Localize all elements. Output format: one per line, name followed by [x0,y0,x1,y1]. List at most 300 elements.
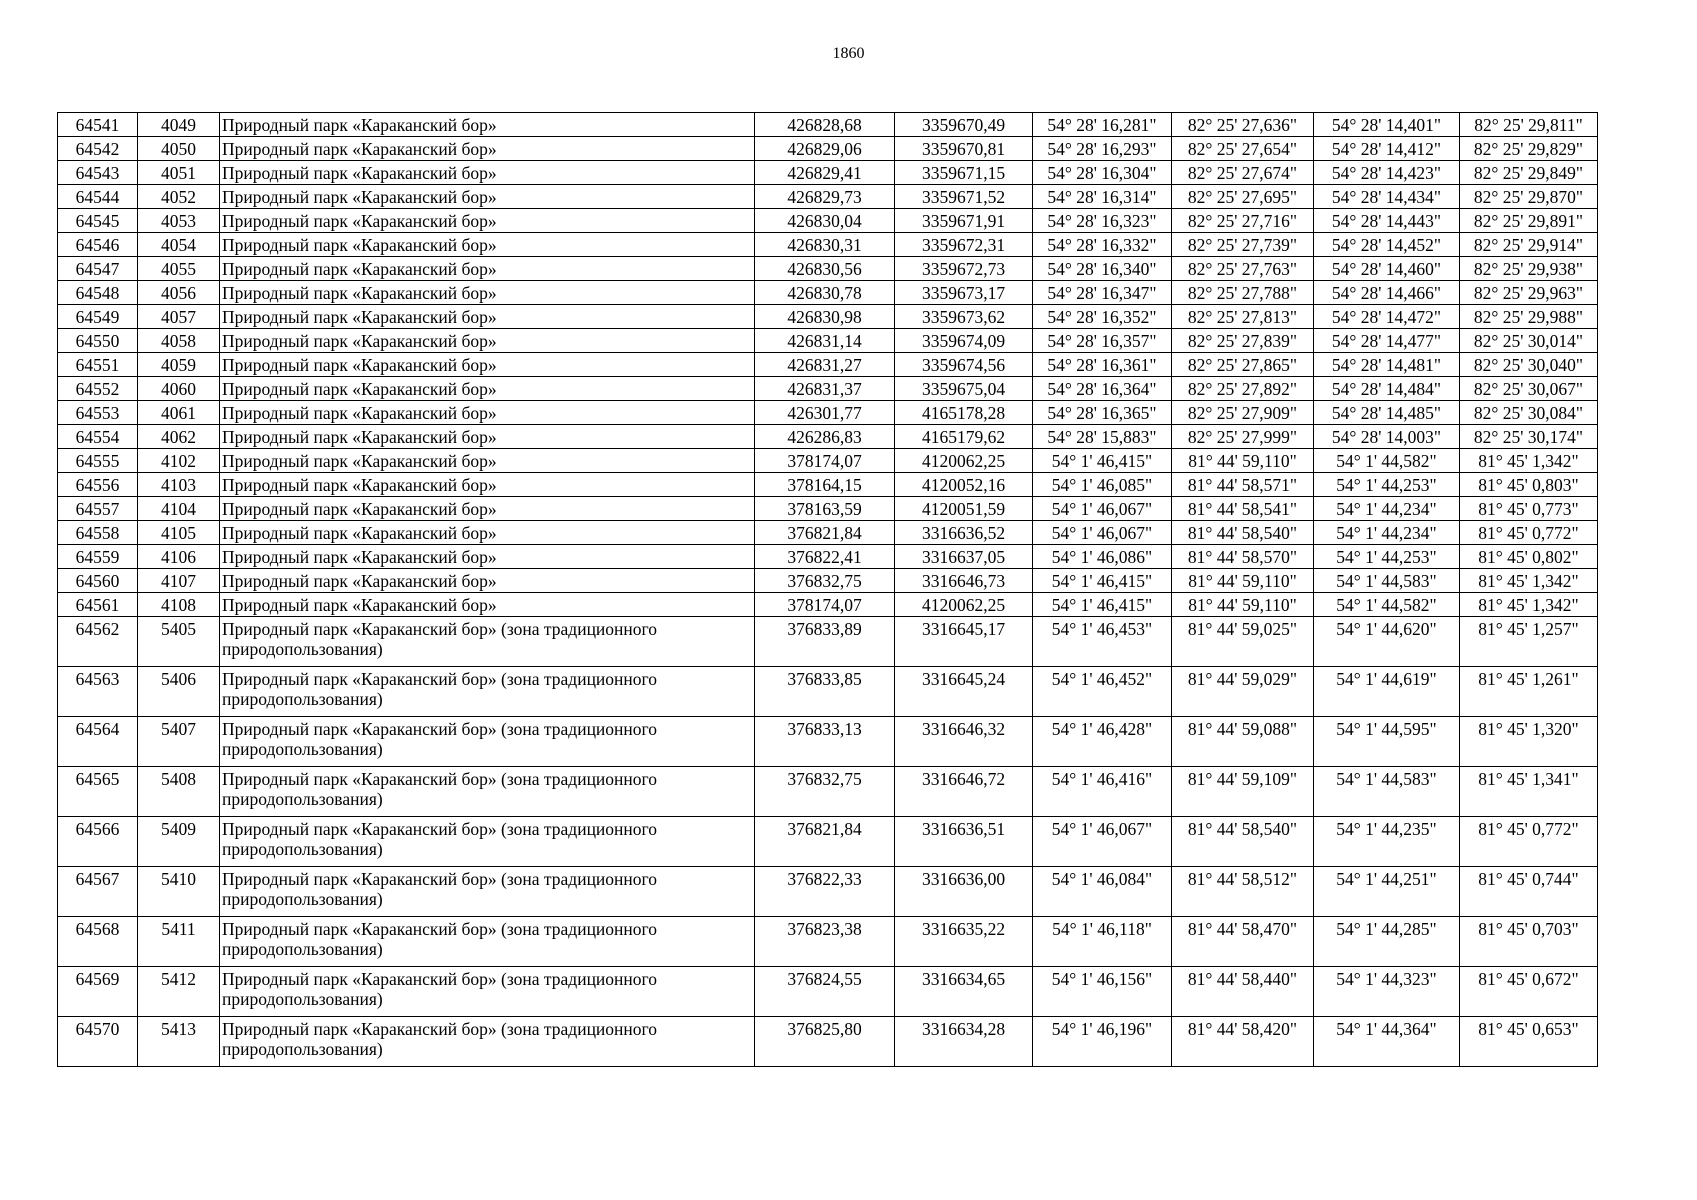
x-coordinate-cell: 426831,27 [755,353,895,377]
x-coordinate-cell: 376822,41 [755,545,895,569]
point-number-cell: 4055 [138,257,220,281]
longitude-2-cell: 81° 45' 0,802" [1460,545,1598,569]
x-coordinate-cell: 378174,07 [755,449,895,473]
longitude-1-cell: 82° 25' 27,674" [1172,161,1314,185]
y-coordinate-cell: 3316646,72 [895,767,1033,817]
object-name-cell: Природный парк «Караканский бор» [220,593,755,617]
y-coordinate-cell: 3316646,32 [895,717,1033,767]
y-coordinate-cell: 3359671,91 [895,209,1033,233]
record-number-cell: 64553 [58,401,138,425]
longitude-2-cell: 81° 45' 0,772" [1460,521,1598,545]
point-number-cell: 5410 [138,867,220,917]
longitude-2-cell: 81° 45' 0,703" [1460,917,1598,967]
longitude-2-cell: 82° 25' 29,870" [1460,185,1598,209]
x-coordinate-cell: 426830,04 [755,209,895,233]
y-coordinate-cell: 3316646,73 [895,569,1033,593]
table-row [58,449,1598,473]
object-name-cell: Природный парк «Караканский бор» [220,353,755,377]
latitude-1-cell: 54° 1' 46,085" [1033,473,1172,497]
latitude-1-cell: 54° 28' 16,347" [1033,281,1172,305]
latitude-2-cell: 54° 28' 14,477" [1314,329,1460,353]
longitude-1-cell: 82° 25' 27,695" [1172,185,1314,209]
table-row [58,353,1598,377]
longitude-1-cell: 82° 25' 27,763" [1172,257,1314,281]
object-name-cell: Природный парк «Караканский бор» [220,425,755,449]
record-number-cell: 64568 [58,917,138,967]
table-row [58,667,1598,717]
longitude-1-cell: 81° 44' 58,571" [1172,473,1314,497]
longitude-2-cell: 82° 25' 30,014" [1460,329,1598,353]
longitude-1-cell: 81° 44' 59,110" [1172,593,1314,617]
longitude-2-cell: 81° 45' 1,257" [1460,617,1598,667]
latitude-2-cell: 54° 28' 14,434" [1314,185,1460,209]
y-coordinate-cell: 3316634,65 [895,967,1033,1017]
longitude-1-cell: 82° 25' 27,839" [1172,329,1314,353]
y-coordinate-cell: 4120062,25 [895,593,1033,617]
object-name-cell: Природный парк «Караканский бор» (зона традиционного природопользования) [220,617,755,667]
latitude-1-cell: 54° 28' 16,304" [1033,161,1172,185]
latitude-1-cell: 54° 28' 16,332" [1033,233,1172,257]
record-number-cell: 64551 [58,353,138,377]
longitude-1-cell: 82° 25' 27,788" [1172,281,1314,305]
table-row [58,767,1598,817]
record-number-cell: 64542 [58,137,138,161]
record-number-cell: 64556 [58,473,138,497]
longitude-1-cell: 82° 25' 27,654" [1172,137,1314,161]
x-coordinate-cell: 376833,89 [755,617,895,667]
longitude-2-cell: 82° 25' 29,914" [1460,233,1598,257]
object-name-cell: Природный парк «Караканский бор» [220,281,755,305]
longitude-1-cell: 81° 44' 58,540" [1172,521,1314,545]
latitude-2-cell: 54° 1' 44,619" [1314,667,1460,717]
longitude-2-cell: 82° 25' 29,829" [1460,137,1598,161]
y-coordinate-cell: 4120052,16 [895,473,1033,497]
x-coordinate-cell: 376833,13 [755,717,895,767]
record-number-cell: 64548 [58,281,138,305]
y-coordinate-cell: 3359671,52 [895,185,1033,209]
point-number-cell: 4102 [138,449,220,473]
y-coordinate-cell: 3316636,51 [895,817,1033,867]
record-number-cell: 64554 [58,425,138,449]
latitude-2-cell: 54° 28' 14,460" [1314,257,1460,281]
latitude-1-cell: 54° 1' 46,118" [1033,917,1172,967]
longitude-2-cell: 82° 25' 30,040" [1460,353,1598,377]
longitude-2-cell: 82° 25' 30,174" [1460,425,1598,449]
latitude-2-cell: 54° 1' 44,234" [1314,521,1460,545]
x-coordinate-cell: 426830,31 [755,233,895,257]
longitude-2-cell: 82° 25' 29,988" [1460,305,1598,329]
y-coordinate-cell: 3316645,17 [895,617,1033,667]
y-coordinate-cell: 3359673,62 [895,305,1033,329]
object-name-cell: Природный парк «Караканский бор» [220,377,755,401]
latitude-2-cell: 54° 1' 44,582" [1314,449,1460,473]
latitude-1-cell: 54° 28' 16,361" [1033,353,1172,377]
record-number-cell: 64543 [58,161,138,185]
x-coordinate-cell: 376823,38 [755,917,895,967]
latitude-1-cell: 54° 28' 16,323" [1033,209,1172,233]
latitude-1-cell: 54° 1' 46,452" [1033,667,1172,717]
point-number-cell: 4062 [138,425,220,449]
latitude-2-cell: 54° 1' 44,253" [1314,473,1460,497]
object-name-cell: Природный парк «Караканский бор» (зона традиционного природопользования) [220,817,755,867]
x-coordinate-cell: 426301,77 [755,401,895,425]
latitude-2-cell: 54° 28' 14,466" [1314,281,1460,305]
y-coordinate-cell: 4165178,28 [895,401,1033,425]
x-coordinate-cell: 426286,83 [755,425,895,449]
record-number-cell: 64552 [58,377,138,401]
y-coordinate-cell: 3359674,56 [895,353,1033,377]
table-row [58,473,1598,497]
longitude-1-cell: 81° 44' 59,109" [1172,767,1314,817]
y-coordinate-cell: 3359675,04 [895,377,1033,401]
latitude-2-cell: 54° 1' 44,253" [1314,545,1460,569]
table-row [58,717,1598,767]
table-row [58,281,1598,305]
point-number-cell: 4053 [138,209,220,233]
latitude-2-cell: 54° 28' 14,412" [1314,137,1460,161]
object-name-cell: Природный парк «Караканский бор» (зона традиционного природопользования) [220,967,755,1017]
object-name-cell: Природный парк «Караканский бор» [220,569,755,593]
point-number-cell: 5411 [138,917,220,967]
latitude-1-cell: 54° 1' 46,415" [1033,593,1172,617]
point-number-cell: 4056 [138,281,220,305]
object-name-cell: Природный парк «Караканский бор» [220,137,755,161]
x-coordinate-cell: 378174,07 [755,593,895,617]
table-row [58,545,1598,569]
latitude-2-cell: 54° 1' 44,251" [1314,867,1460,917]
table-row [58,425,1598,449]
point-number-cell: 4106 [138,545,220,569]
longitude-1-cell: 81° 44' 59,110" [1172,569,1314,593]
longitude-2-cell: 81° 45' 1,261" [1460,667,1598,717]
latitude-2-cell: 54° 1' 44,595" [1314,717,1460,767]
longitude-1-cell: 81° 44' 59,088" [1172,717,1314,767]
longitude-1-cell: 81° 44' 58,540" [1172,817,1314,867]
point-number-cell: 4103 [138,473,220,497]
object-name-cell: Природный парк «Караканский бор» (зона традиционного природопользования) [220,1017,755,1067]
point-number-cell: 4057 [138,305,220,329]
x-coordinate-cell: 376821,84 [755,817,895,867]
x-coordinate-cell: 426831,14 [755,329,895,353]
latitude-1-cell: 54° 1' 46,196" [1033,1017,1172,1067]
point-number-cell: 4058 [138,329,220,353]
record-number-cell: 64560 [58,569,138,593]
record-number-cell: 64549 [58,305,138,329]
x-coordinate-cell: 426831,37 [755,377,895,401]
latitude-2-cell: 54° 1' 44,285" [1314,917,1460,967]
table-row [58,967,1598,1017]
table-row [58,569,1598,593]
record-number-cell: 64557 [58,497,138,521]
x-coordinate-cell: 426830,98 [755,305,895,329]
table-row [58,377,1598,401]
record-number-cell: 64561 [58,593,138,617]
x-coordinate-cell: 376833,85 [755,667,895,717]
table-row [58,497,1598,521]
object-name-cell: Природный парк «Караканский бор» [220,185,755,209]
latitude-2-cell: 54° 28' 14,423" [1314,161,1460,185]
y-coordinate-cell: 3359673,17 [895,281,1033,305]
table-row [58,257,1598,281]
record-number-cell: 64555 [58,449,138,473]
longitude-2-cell: 81° 45' 1,342" [1460,569,1598,593]
table-row [58,233,1598,257]
longitude-1-cell: 82° 25' 27,813" [1172,305,1314,329]
latitude-1-cell: 54° 1' 46,416" [1033,767,1172,817]
latitude-1-cell: 54° 28' 16,365" [1033,401,1172,425]
longitude-1-cell: 81° 44' 58,512" [1172,867,1314,917]
table-row [58,161,1598,185]
longitude-2-cell: 82° 25' 30,067" [1460,377,1598,401]
coordinates-table [57,112,1598,1067]
point-number-cell: 4108 [138,593,220,617]
table-row [58,137,1598,161]
latitude-2-cell: 54° 28' 14,443" [1314,209,1460,233]
longitude-1-cell: 81° 44' 58,470" [1172,917,1314,967]
record-number-cell: 64570 [58,1017,138,1067]
table-row [58,113,1598,137]
record-number-cell: 64541 [58,113,138,137]
latitude-2-cell: 54° 1' 44,583" [1314,569,1460,593]
record-number-cell: 64544 [58,185,138,209]
record-number-cell: 64558 [58,521,138,545]
record-number-cell: 64547 [58,257,138,281]
latitude-1-cell: 54° 1' 46,453" [1033,617,1172,667]
table-row [58,185,1598,209]
point-number-cell: 4061 [138,401,220,425]
point-number-cell: 4050 [138,137,220,161]
record-number-cell: 64566 [58,817,138,867]
x-coordinate-cell: 376821,84 [755,521,895,545]
latitude-1-cell: 54° 1' 46,156" [1033,967,1172,1017]
y-coordinate-cell: 3359674,09 [895,329,1033,353]
y-coordinate-cell: 3316637,05 [895,545,1033,569]
x-coordinate-cell: 376824,55 [755,967,895,1017]
point-number-cell: 5407 [138,717,220,767]
object-name-cell: Природный парк «Караканский бор» [220,473,755,497]
latitude-1-cell: 54° 1' 46,428" [1033,717,1172,767]
latitude-1-cell: 54° 28' 16,357" [1033,329,1172,353]
y-coordinate-cell: 3359671,15 [895,161,1033,185]
x-coordinate-cell: 426828,68 [755,113,895,137]
longitude-1-cell: 82° 25' 27,909" [1172,401,1314,425]
record-number-cell: 64569 [58,967,138,1017]
y-coordinate-cell: 4120051,59 [895,497,1033,521]
object-name-cell: Природный парк «Караканский бор» (зона традиционного природопользования) [220,717,755,767]
object-name-cell: Природный парк «Караканский бор» [220,521,755,545]
table-row [58,593,1598,617]
longitude-2-cell: 82° 25' 29,963" [1460,281,1598,305]
point-number-cell: 4049 [138,113,220,137]
latitude-2-cell: 54° 28' 14,401" [1314,113,1460,137]
point-number-cell: 4060 [138,377,220,401]
object-name-cell: Природный парк «Караканский бор» [220,161,755,185]
longitude-2-cell: 82° 25' 29,811" [1460,113,1598,137]
object-name-cell: Природный парк «Караканский бор» [220,233,755,257]
latitude-2-cell: 54° 1' 44,235" [1314,817,1460,867]
object-name-cell: Природный парк «Караканский бор» [220,209,755,233]
latitude-2-cell: 54° 28' 14,472" [1314,305,1460,329]
longitude-2-cell: 81° 45' 1,320" [1460,717,1598,767]
longitude-1-cell: 81° 44' 59,025" [1172,617,1314,667]
latitude-1-cell: 54° 1' 46,067" [1033,497,1172,521]
y-coordinate-cell: 4165179,62 [895,425,1033,449]
table-row [58,1017,1598,1067]
latitude-2-cell: 54° 28' 14,452" [1314,233,1460,257]
record-number-cell: 64546 [58,233,138,257]
longitude-2-cell: 81° 45' 0,672" [1460,967,1598,1017]
latitude-1-cell: 54° 28' 15,883" [1033,425,1172,449]
y-coordinate-cell: 3359670,81 [895,137,1033,161]
object-name-cell: Природный парк «Караканский бор» [220,545,755,569]
latitude-1-cell: 54° 28' 16,340" [1033,257,1172,281]
x-coordinate-cell: 376832,75 [755,767,895,817]
longitude-2-cell: 81° 45' 1,342" [1460,593,1598,617]
point-number-cell: 5412 [138,967,220,1017]
point-number-cell: 4054 [138,233,220,257]
longitude-1-cell: 82° 25' 27,716" [1172,209,1314,233]
point-number-cell: 5408 [138,767,220,817]
latitude-1-cell: 54° 28' 16,364" [1033,377,1172,401]
x-coordinate-cell: 376832,75 [755,569,895,593]
x-coordinate-cell: 426829,41 [755,161,895,185]
latitude-1-cell: 54° 28' 16,293" [1033,137,1172,161]
longitude-2-cell: 81° 45' 0,744" [1460,867,1598,917]
table-body [58,113,1598,1067]
latitude-2-cell: 54° 28' 14,003" [1314,425,1460,449]
latitude-1-cell: 54° 1' 46,086" [1033,545,1172,569]
latitude-1-cell: 54° 1' 46,067" [1033,521,1172,545]
x-coordinate-cell: 378163,59 [755,497,895,521]
point-number-cell: 4104 [138,497,220,521]
table-row [58,917,1598,967]
longitude-2-cell: 82° 25' 29,938" [1460,257,1598,281]
point-number-cell: 4105 [138,521,220,545]
x-coordinate-cell: 426829,73 [755,185,895,209]
record-number-cell: 64550 [58,329,138,353]
latitude-2-cell: 54° 1' 44,364" [1314,1017,1460,1067]
latitude-2-cell: 54° 1' 44,234" [1314,497,1460,521]
object-name-cell: Природный парк «Караканский бор» (зона традиционного природопользования) [220,867,755,917]
latitude-2-cell: 54° 28' 14,484" [1314,377,1460,401]
latitude-2-cell: 54° 1' 44,620" [1314,617,1460,667]
y-coordinate-cell: 3316634,28 [895,1017,1033,1067]
point-number-cell: 4059 [138,353,220,377]
latitude-1-cell: 54° 1' 46,415" [1033,449,1172,473]
longitude-1-cell: 82° 25' 27,892" [1172,377,1314,401]
longitude-1-cell: 81° 44' 59,110" [1172,449,1314,473]
latitude-1-cell: 54° 28' 16,314" [1033,185,1172,209]
x-coordinate-cell: 426829,06 [755,137,895,161]
y-coordinate-cell: 3316636,52 [895,521,1033,545]
longitude-2-cell: 81° 45' 0,653" [1460,1017,1598,1067]
longitude-2-cell: 81° 45' 1,341" [1460,767,1598,817]
longitude-1-cell: 82° 25' 27,636" [1172,113,1314,137]
x-coordinate-cell: 426830,78 [755,281,895,305]
longitude-2-cell: 81° 45' 1,342" [1460,449,1598,473]
object-name-cell: Природный парк «Караканский бор» (зона традиционного природопользования) [220,667,755,717]
table-row [58,329,1598,353]
y-coordinate-cell: 3316645,24 [895,667,1033,717]
object-name-cell: Природный парк «Караканский бор» [220,257,755,281]
x-coordinate-cell: 376825,80 [755,1017,895,1067]
y-coordinate-cell: 4120062,25 [895,449,1033,473]
longitude-2-cell: 82° 25' 30,084" [1460,401,1598,425]
x-coordinate-cell: 378164,15 [755,473,895,497]
latitude-1-cell: 54° 1' 46,084" [1033,867,1172,917]
latitude-2-cell: 54° 1' 44,323" [1314,967,1460,1017]
latitude-2-cell: 54° 28' 14,481" [1314,353,1460,377]
point-number-cell: 5406 [138,667,220,717]
point-number-cell: 4052 [138,185,220,209]
point-number-cell: 5405 [138,617,220,667]
object-name-cell: Природный парк «Караканский бор» [220,497,755,521]
object-name-cell: Природный парк «Караканский бор» (зона традиционного природопользования) [220,917,755,967]
x-coordinate-cell: 426830,56 [755,257,895,281]
longitude-1-cell: 81° 44' 59,029" [1172,667,1314,717]
latitude-1-cell: 54° 28' 16,281" [1033,113,1172,137]
latitude-2-cell: 54° 1' 44,582" [1314,593,1460,617]
table-row [58,617,1598,667]
x-coordinate-cell: 376822,33 [755,867,895,917]
longitude-2-cell: 81° 45' 0,772" [1460,817,1598,867]
longitude-2-cell: 81° 45' 0,773" [1460,497,1598,521]
point-number-cell: 4051 [138,161,220,185]
y-coordinate-cell: 3359672,73 [895,257,1033,281]
table-row [58,867,1598,917]
record-number-cell: 64562 [58,617,138,667]
longitude-1-cell: 82° 25' 27,999" [1172,425,1314,449]
point-number-cell: 4107 [138,569,220,593]
latitude-1-cell: 54° 28' 16,352" [1033,305,1172,329]
table-row [58,209,1598,233]
y-coordinate-cell: 3316636,00 [895,867,1033,917]
y-coordinate-cell: 3359672,31 [895,233,1033,257]
object-name-cell: Природный парк «Караканский бор» [220,305,755,329]
object-name-cell: Природный парк «Караканский бор» [220,449,755,473]
longitude-1-cell: 81° 44' 58,420" [1172,1017,1314,1067]
table-row [58,305,1598,329]
object-name-cell: Природный парк «Караканский бор» (зона традиционного природопользования) [220,767,755,817]
record-number-cell: 64564 [58,717,138,767]
latitude-1-cell: 54° 1' 46,067" [1033,817,1172,867]
longitude-1-cell: 81° 44' 58,570" [1172,545,1314,569]
y-coordinate-cell: 3316635,22 [895,917,1033,967]
object-name-cell: Природный парк «Караканский бор» [220,113,755,137]
page-number: 1860 [832,45,865,62]
record-number-cell: 64559 [58,545,138,569]
longitude-2-cell: 82° 25' 29,849" [1460,161,1598,185]
latitude-1-cell: 54° 1' 46,415" [1033,569,1172,593]
point-number-cell: 5409 [138,817,220,867]
longitude-2-cell: 82° 25' 29,891" [1460,209,1598,233]
longitude-1-cell: 81° 44' 58,541" [1172,497,1314,521]
y-coordinate-cell: 3359670,49 [895,113,1033,137]
longitude-2-cell: 81° 45' 0,803" [1460,473,1598,497]
record-number-cell: 64563 [58,667,138,717]
point-number-cell: 5413 [138,1017,220,1067]
table-row [58,401,1598,425]
object-name-cell: Природный парк «Караканский бор» [220,401,755,425]
longitude-1-cell: 81° 44' 58,440" [1172,967,1314,1017]
record-number-cell: 64565 [58,767,138,817]
record-number-cell: 64545 [58,209,138,233]
object-name-cell: Природный парк «Караканский бор» [220,329,755,353]
longitude-1-cell: 82° 25' 27,865" [1172,353,1314,377]
latitude-2-cell: 54° 28' 14,485" [1314,401,1460,425]
latitude-2-cell: 54° 1' 44,583" [1314,767,1460,817]
record-number-cell: 64567 [58,867,138,917]
